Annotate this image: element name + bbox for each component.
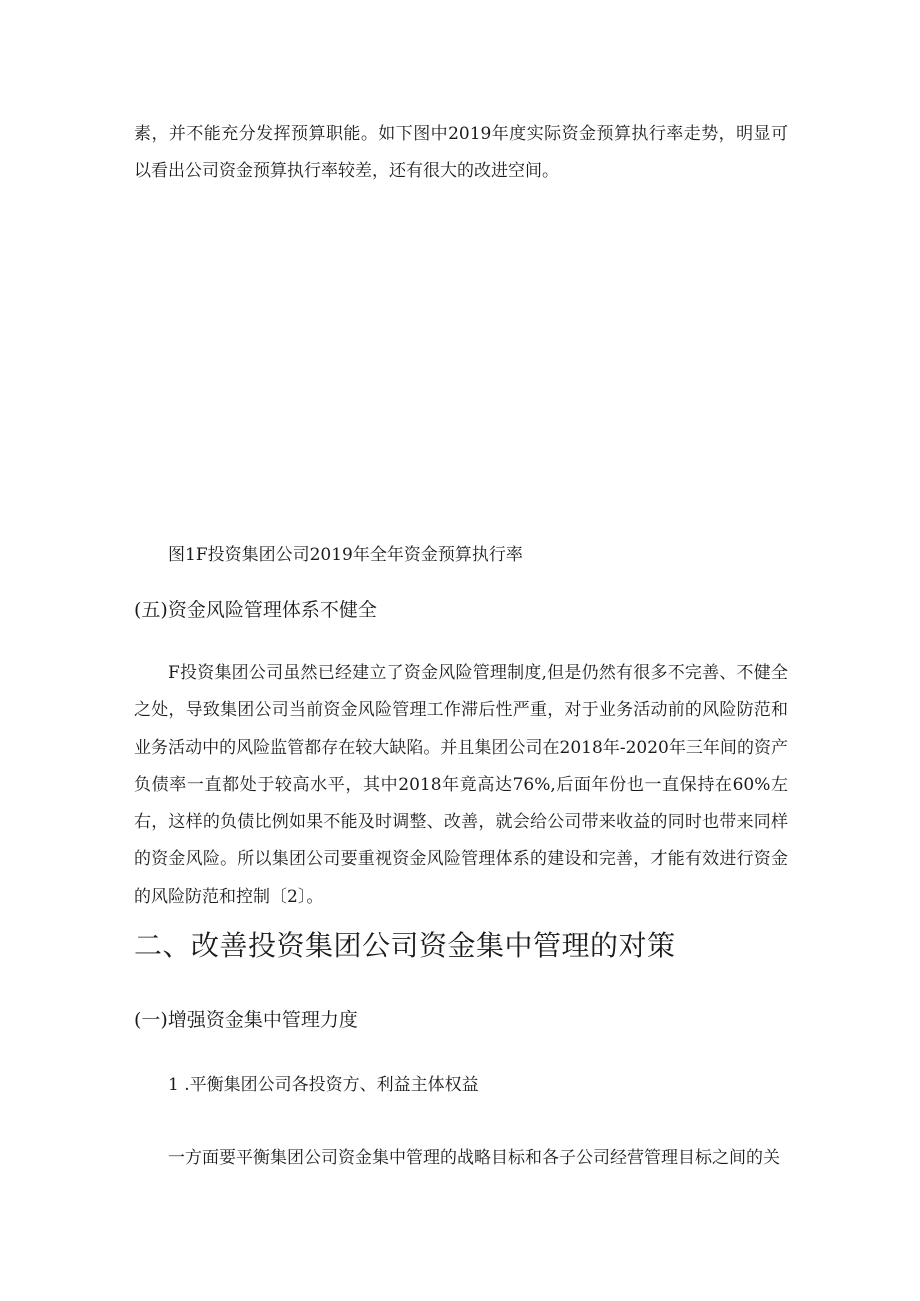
paragraph-risk-management: F投资集团公司虽然已经建立了资金风险管理制度,但是仍然有很多不完善、不健全之处，导致集团公司当前资金风险管理工作滞后性严重，对于业务活动前的风险防范和业务活动中的风险监管都存在较大缺陷。并且集团公司在2018年-2020年三年间的资产负债率一直都处于较高水平，其中2018年竟高达76%,后面年份也一直保持在60%左右，这样的负债比例如果不能及时调整、改善，就会给公司带来收益的同时也带来同样的资金风险。所以集团公司要重视资金风险管理体系的建设和完善，才能有效进行资金的风险防范和控制〔2〕。	[134, 663, 788, 907]
paragraph-balance-interests: 一方面要平衡集团公司资金集中管理的战略目标和各子公司经营管理目标之间的关	[168, 1148, 780, 1168]
chapter-heading-countermeasures: 二、改善投资集团公司资金集中管理的对策	[134, 929, 676, 962]
paragraph-budget-intro: 素，并不能充分发挥预算职能。如下图中2019年度实际资金预算执行率走势，明显可以看出公司资金预算执行率较差，还有很大的改进空间。	[134, 124, 788, 182]
section-heading-strengthen-management: (一)增强资金集中管理力度	[134, 1009, 358, 1031]
section-heading-risk-management: (五)资金风险管理体系不健全	[134, 599, 377, 621]
item-heading-balance-interests: 1 .平衡集团公司各投资方、利益主体权益	[168, 1075, 479, 1095]
figure-placeholder	[134, 200, 788, 520]
figure-caption: 图1F投资集团公司2019年全年资金预算执行率	[168, 545, 523, 565]
